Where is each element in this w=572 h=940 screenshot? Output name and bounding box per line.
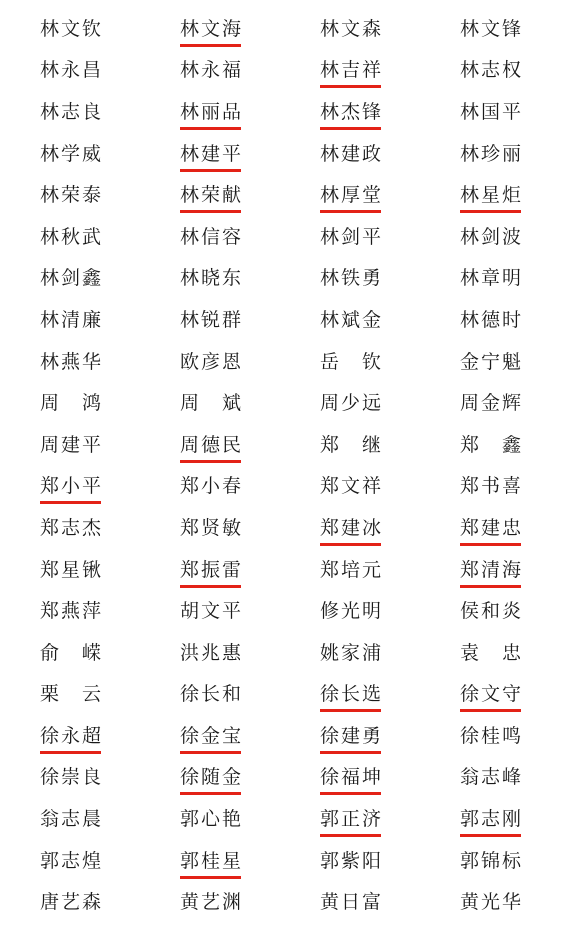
name-cell: [180, 632, 320, 674]
underlined-person-name: 林杰锋: [320, 100, 384, 123]
name-cell: [180, 133, 320, 175]
person-name: 林信容: [180, 225, 244, 248]
underlined-person-name: 周德民: [180, 433, 244, 456]
person-name: 周少远: [320, 392, 384, 415]
name-cell: [460, 258, 572, 300]
person-name: 周金辉: [460, 392, 524, 415]
name-cell: [460, 507, 572, 549]
person-name: 林永福: [180, 59, 244, 82]
person-name: 林晓东: [180, 267, 244, 290]
name-cell: [460, 8, 572, 50]
person-name: 郭志煌: [40, 849, 104, 872]
name-cell: [460, 674, 572, 716]
person-name: 林德时: [460, 308, 524, 331]
name-cell: [320, 133, 460, 175]
name-cell: [460, 590, 572, 632]
person-name: 徐长和: [180, 683, 244, 706]
name-cell: [320, 91, 460, 133]
person-name: 唐艺森: [40, 891, 104, 914]
underlined-person-name: 徐随金: [180, 766, 244, 789]
name-cell: [180, 299, 320, 341]
person-name: 林斌金: [320, 308, 384, 331]
name-cell: [40, 674, 180, 716]
name-cell: [320, 590, 460, 632]
underlined-person-name: 郑清海: [460, 558, 524, 581]
name-cell: [40, 798, 180, 840]
person-name: 郑贤敏: [180, 516, 244, 539]
underlined-person-name: 林丽品: [180, 100, 244, 123]
person-name: 郑 鑫: [460, 433, 524, 456]
person-name: 郑文祥: [320, 475, 384, 498]
person-name: 郭心艳: [180, 808, 244, 831]
person-name: 金宁魁: [460, 350, 524, 373]
name-list-grid: [0, 8, 572, 923]
name-cell: [40, 258, 180, 300]
underlined-person-name: 林星炬: [460, 184, 524, 207]
name-cell: [320, 466, 460, 508]
name-cell: [320, 299, 460, 341]
name-cell: [40, 299, 180, 341]
person-name: 林秋武: [40, 225, 104, 248]
name-cell: [460, 216, 572, 258]
name-cell: [180, 798, 320, 840]
person-name: 黄光华: [460, 891, 524, 914]
underlined-person-name: 徐永超: [40, 724, 104, 747]
person-name: 林珍丽: [460, 142, 524, 165]
name-cell: [180, 91, 320, 133]
person-name: 林志权: [460, 59, 524, 82]
name-cell: [180, 674, 320, 716]
name-cell: [460, 299, 572, 341]
name-cell: [40, 133, 180, 175]
person-name: 郑志杰: [40, 516, 104, 539]
underlined-person-name: 林吉祥: [320, 59, 384, 82]
underlined-person-name: 徐金宝: [180, 724, 244, 747]
person-name: 栗 云: [40, 683, 104, 706]
person-name: 林燕华: [40, 350, 104, 373]
name-cell: [40, 50, 180, 92]
name-cell: [40, 715, 180, 757]
name-cell: [320, 549, 460, 591]
name-cell: [320, 174, 460, 216]
person-name: 黄日富: [320, 891, 384, 914]
name-cell: [460, 798, 572, 840]
name-cell: [320, 382, 460, 424]
name-cell: [40, 881, 180, 923]
person-name: 侯和炎: [460, 600, 524, 623]
person-name: 郑小春: [180, 475, 244, 498]
name-cell: [460, 341, 572, 383]
name-cell: [40, 840, 180, 882]
name-cell: [180, 424, 320, 466]
person-name: 郑书喜: [460, 475, 524, 498]
underlined-person-name: 林建平: [180, 142, 244, 165]
person-name: 徐桂鸣: [460, 724, 524, 747]
name-cell: [180, 757, 320, 799]
name-cell: [40, 549, 180, 591]
name-cell: [40, 91, 180, 133]
name-cell: [40, 632, 180, 674]
name-cell: [180, 258, 320, 300]
person-name: 林志良: [40, 100, 104, 123]
name-cell: [180, 50, 320, 92]
name-cell: [460, 549, 572, 591]
name-cell: [180, 715, 320, 757]
name-cell: [180, 549, 320, 591]
person-name: 俞 嵘: [40, 641, 104, 664]
name-cell: [460, 424, 572, 466]
person-name: 林铁勇: [320, 267, 384, 290]
person-name: 洪兆惠: [180, 641, 244, 664]
person-name: 徐崇良: [40, 766, 104, 789]
name-cell: [180, 216, 320, 258]
name-cell: [180, 8, 320, 50]
underlined-person-name: 郑振雷: [180, 558, 244, 581]
person-name: 林永昌: [40, 59, 104, 82]
name-cell: [460, 382, 572, 424]
name-cell: [180, 466, 320, 508]
name-cell: [40, 424, 180, 466]
person-name: 林锐群: [180, 308, 244, 331]
person-name: 胡文平: [180, 600, 244, 623]
underlined-person-name: 林荣献: [180, 184, 244, 207]
person-name: 翁志晨: [40, 808, 104, 831]
underlined-person-name: 徐建勇: [320, 724, 384, 747]
underlined-person-name: 郑小平: [40, 475, 104, 498]
name-cell: [40, 174, 180, 216]
name-cell: [460, 133, 572, 175]
underlined-person-name: 郭正济: [320, 808, 384, 831]
name-cell: [460, 840, 572, 882]
name-cell: [320, 50, 460, 92]
person-name: 林剑波: [460, 225, 524, 248]
name-cell: [40, 507, 180, 549]
name-cell: [40, 757, 180, 799]
name-cell: [40, 8, 180, 50]
name-cell: [40, 590, 180, 632]
name-cell: [320, 840, 460, 882]
name-cell: [40, 466, 180, 508]
name-cell: [460, 174, 572, 216]
name-cell: [320, 507, 460, 549]
person-name: 姚家浦: [320, 641, 384, 664]
underlined-person-name: 郑建冰: [320, 516, 384, 539]
name-cell: [180, 881, 320, 923]
person-name: 林荣泰: [40, 184, 104, 207]
name-cell: [460, 91, 572, 133]
name-cell: [180, 382, 320, 424]
name-cell: [40, 341, 180, 383]
person-name: 林剑鑫: [40, 267, 104, 290]
person-name: 郭紫阳: [320, 849, 384, 872]
person-name: 林学威: [40, 142, 104, 165]
name-cell: [180, 174, 320, 216]
person-name: 周 斌: [180, 392, 244, 415]
underlined-person-name: 徐文守: [460, 683, 524, 706]
name-cell: [460, 50, 572, 92]
person-name: 袁 忠: [460, 641, 524, 664]
name-cell: [320, 632, 460, 674]
person-name: 林章明: [460, 267, 524, 290]
underlined-person-name: 徐福坤: [320, 766, 384, 789]
person-name: 林建政: [320, 142, 384, 165]
person-name: 林国平: [460, 100, 524, 123]
underlined-person-name: 郭桂星: [180, 849, 244, 872]
name-cell: [320, 8, 460, 50]
person-name: 岳 钦: [320, 350, 384, 373]
name-cell: [320, 798, 460, 840]
person-name: 周 鸿: [40, 392, 104, 415]
underlined-person-name: 徐长选: [320, 683, 384, 706]
name-cell: [460, 881, 572, 923]
name-cell: [320, 715, 460, 757]
name-cell: [180, 590, 320, 632]
person-name: 林剑平: [320, 225, 384, 248]
underlined-person-name: 林厚堂: [320, 184, 384, 207]
person-name: 黄艺渊: [180, 891, 244, 914]
name-cell: [460, 715, 572, 757]
name-cell: [460, 466, 572, 508]
name-cell: [180, 507, 320, 549]
person-name: 郭锦标: [460, 849, 524, 872]
person-name: 林文钦: [40, 17, 104, 40]
person-name: 郑 继: [320, 433, 384, 456]
person-name: 林清廉: [40, 308, 104, 331]
name-cell: [320, 341, 460, 383]
person-name: 翁志峰: [460, 766, 524, 789]
underlined-person-name: 郭志刚: [460, 808, 524, 831]
name-cell: [460, 632, 572, 674]
name-cell: [460, 757, 572, 799]
underlined-person-name: 郑建忠: [460, 516, 524, 539]
person-name: 郑燕萍: [40, 600, 104, 623]
person-name: 欧彦恩: [180, 350, 244, 373]
underlined-person-name: 林文海: [180, 17, 244, 40]
name-cell: [320, 757, 460, 799]
name-cell: [320, 258, 460, 300]
person-name: 郑星锹: [40, 558, 104, 581]
person-name: 林文锋: [460, 17, 524, 40]
person-name: 郑培元: [320, 558, 384, 581]
person-name: 修光明: [320, 600, 384, 623]
name-cell: [40, 216, 180, 258]
person-name: 周建平: [40, 433, 104, 456]
name-cell: [320, 424, 460, 466]
name-cell: [320, 674, 460, 716]
name-cell: [320, 881, 460, 923]
name-cell: [180, 840, 320, 882]
person-name: 林文森: [320, 17, 384, 40]
name-cell: [320, 216, 460, 258]
name-cell: [40, 382, 180, 424]
name-cell: [180, 341, 320, 383]
